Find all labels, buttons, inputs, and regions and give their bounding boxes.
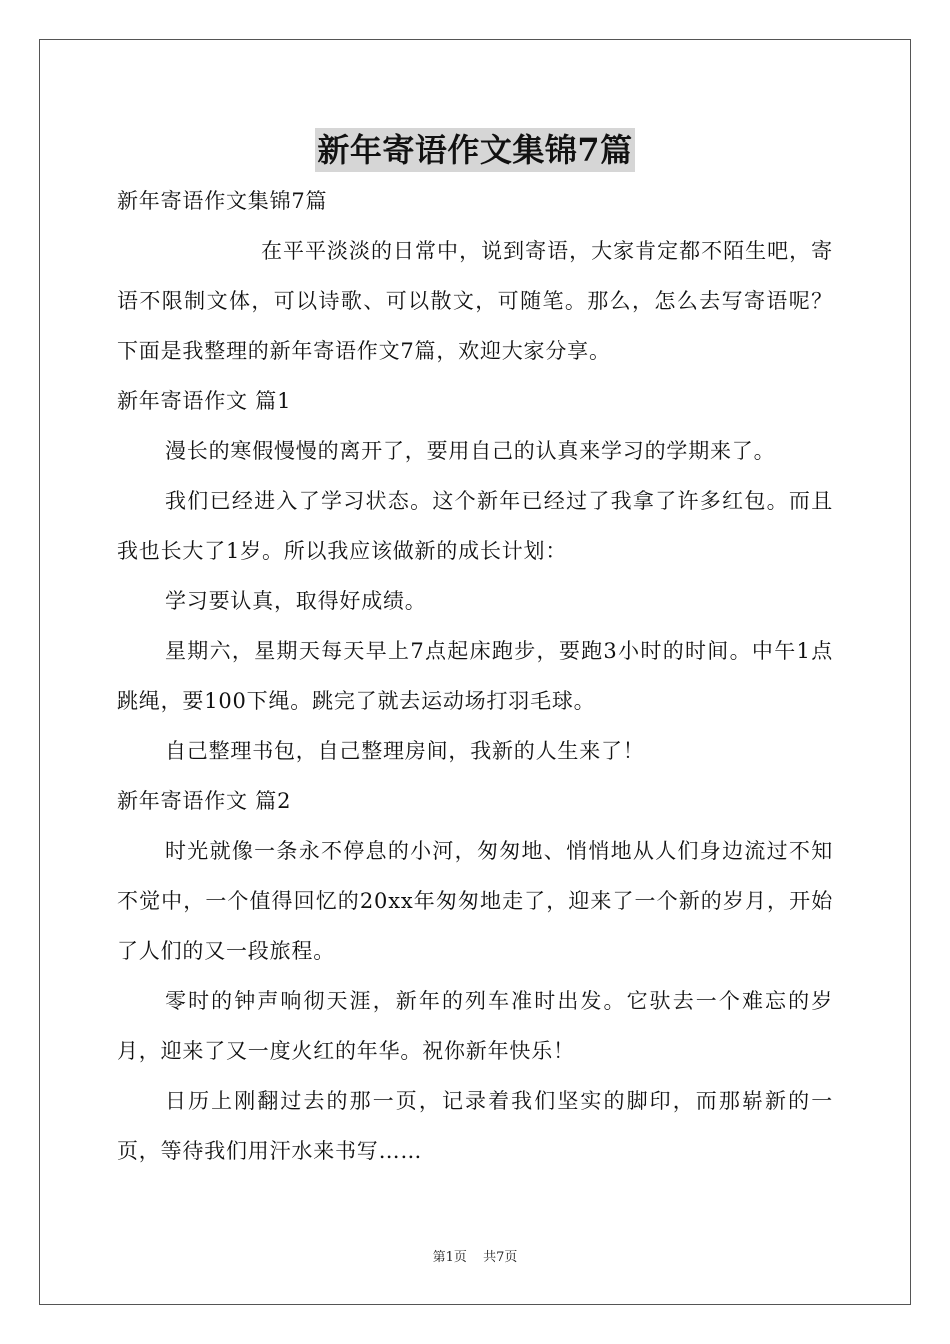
section-paragraph: 漫长的寒假慢慢的离开了，要用自己的认真来学习的学期来了。 [165, 439, 776, 463]
intro-paragraph: 在平平淡淡的日常中，说到寄语，大家肯定都不陌生吧，寄语不限制文体，可以诗歌、可以散文，可随笔。那么，怎么去写寄语呢？下面是我整理的新年寄语作文7篇，欢迎大家分享。 [117, 239, 833, 363]
section-paragraph: 日历上刚翻过去的那一页，记录着我们坚实的脚印，而那崭新的一页，等待我们用汗水来书写…… [117, 1089, 833, 1163]
document-subtitle: 新年寄语作文集锦7篇 [117, 189, 328, 213]
document-title: 新年寄语作文集锦7篇 [315, 128, 634, 172]
section-paragraph: 时光就像一条永不停息的小河，匆匆地、悄悄地从人们身边流过不知不觉中，一个值得回忆的20xx年匆匆地走了，迎来了一个新的岁月，开始了人们的又一段旅程。 [117, 839, 833, 963]
page-total: 共7页 [483, 1250, 518, 1265]
section-paragraph: 我们已经进入了学习状态。这个新年已经过了我拿了许多红包。而且我也长大了1岁。所以我应该做新的成长计划： [117, 489, 833, 563]
section-heading: 新年寄语作文 篇1 [117, 389, 292, 413]
section-paragraph: 自己整理书包，自己整理房间，我新的人生来了！ [165, 739, 645, 763]
section-paragraph: 学习要认真，取得好成绩。 [165, 589, 427, 613]
section-heading: 新年寄语作文 篇2 [117, 789, 292, 813]
section-paragraph: 星期六，星期天每天早上7点起床跑步，要跑3小时的时间。中午1点跳绳，要100下绳。跳完了就去运动场打羽毛球。 [117, 639, 833, 713]
title-area [0, 128, 950, 172]
page-footer [0, 1246, 950, 1265]
document-body [117, 176, 833, 1176]
page-number: 第1页 [432, 1250, 467, 1265]
section-paragraph: 零时的钟声响彻天涯，新年的列车准时出发。它驮去一个难忘的岁月，迎来了又一度火红的年华。祝你新年快乐！ [117, 989, 833, 1063]
